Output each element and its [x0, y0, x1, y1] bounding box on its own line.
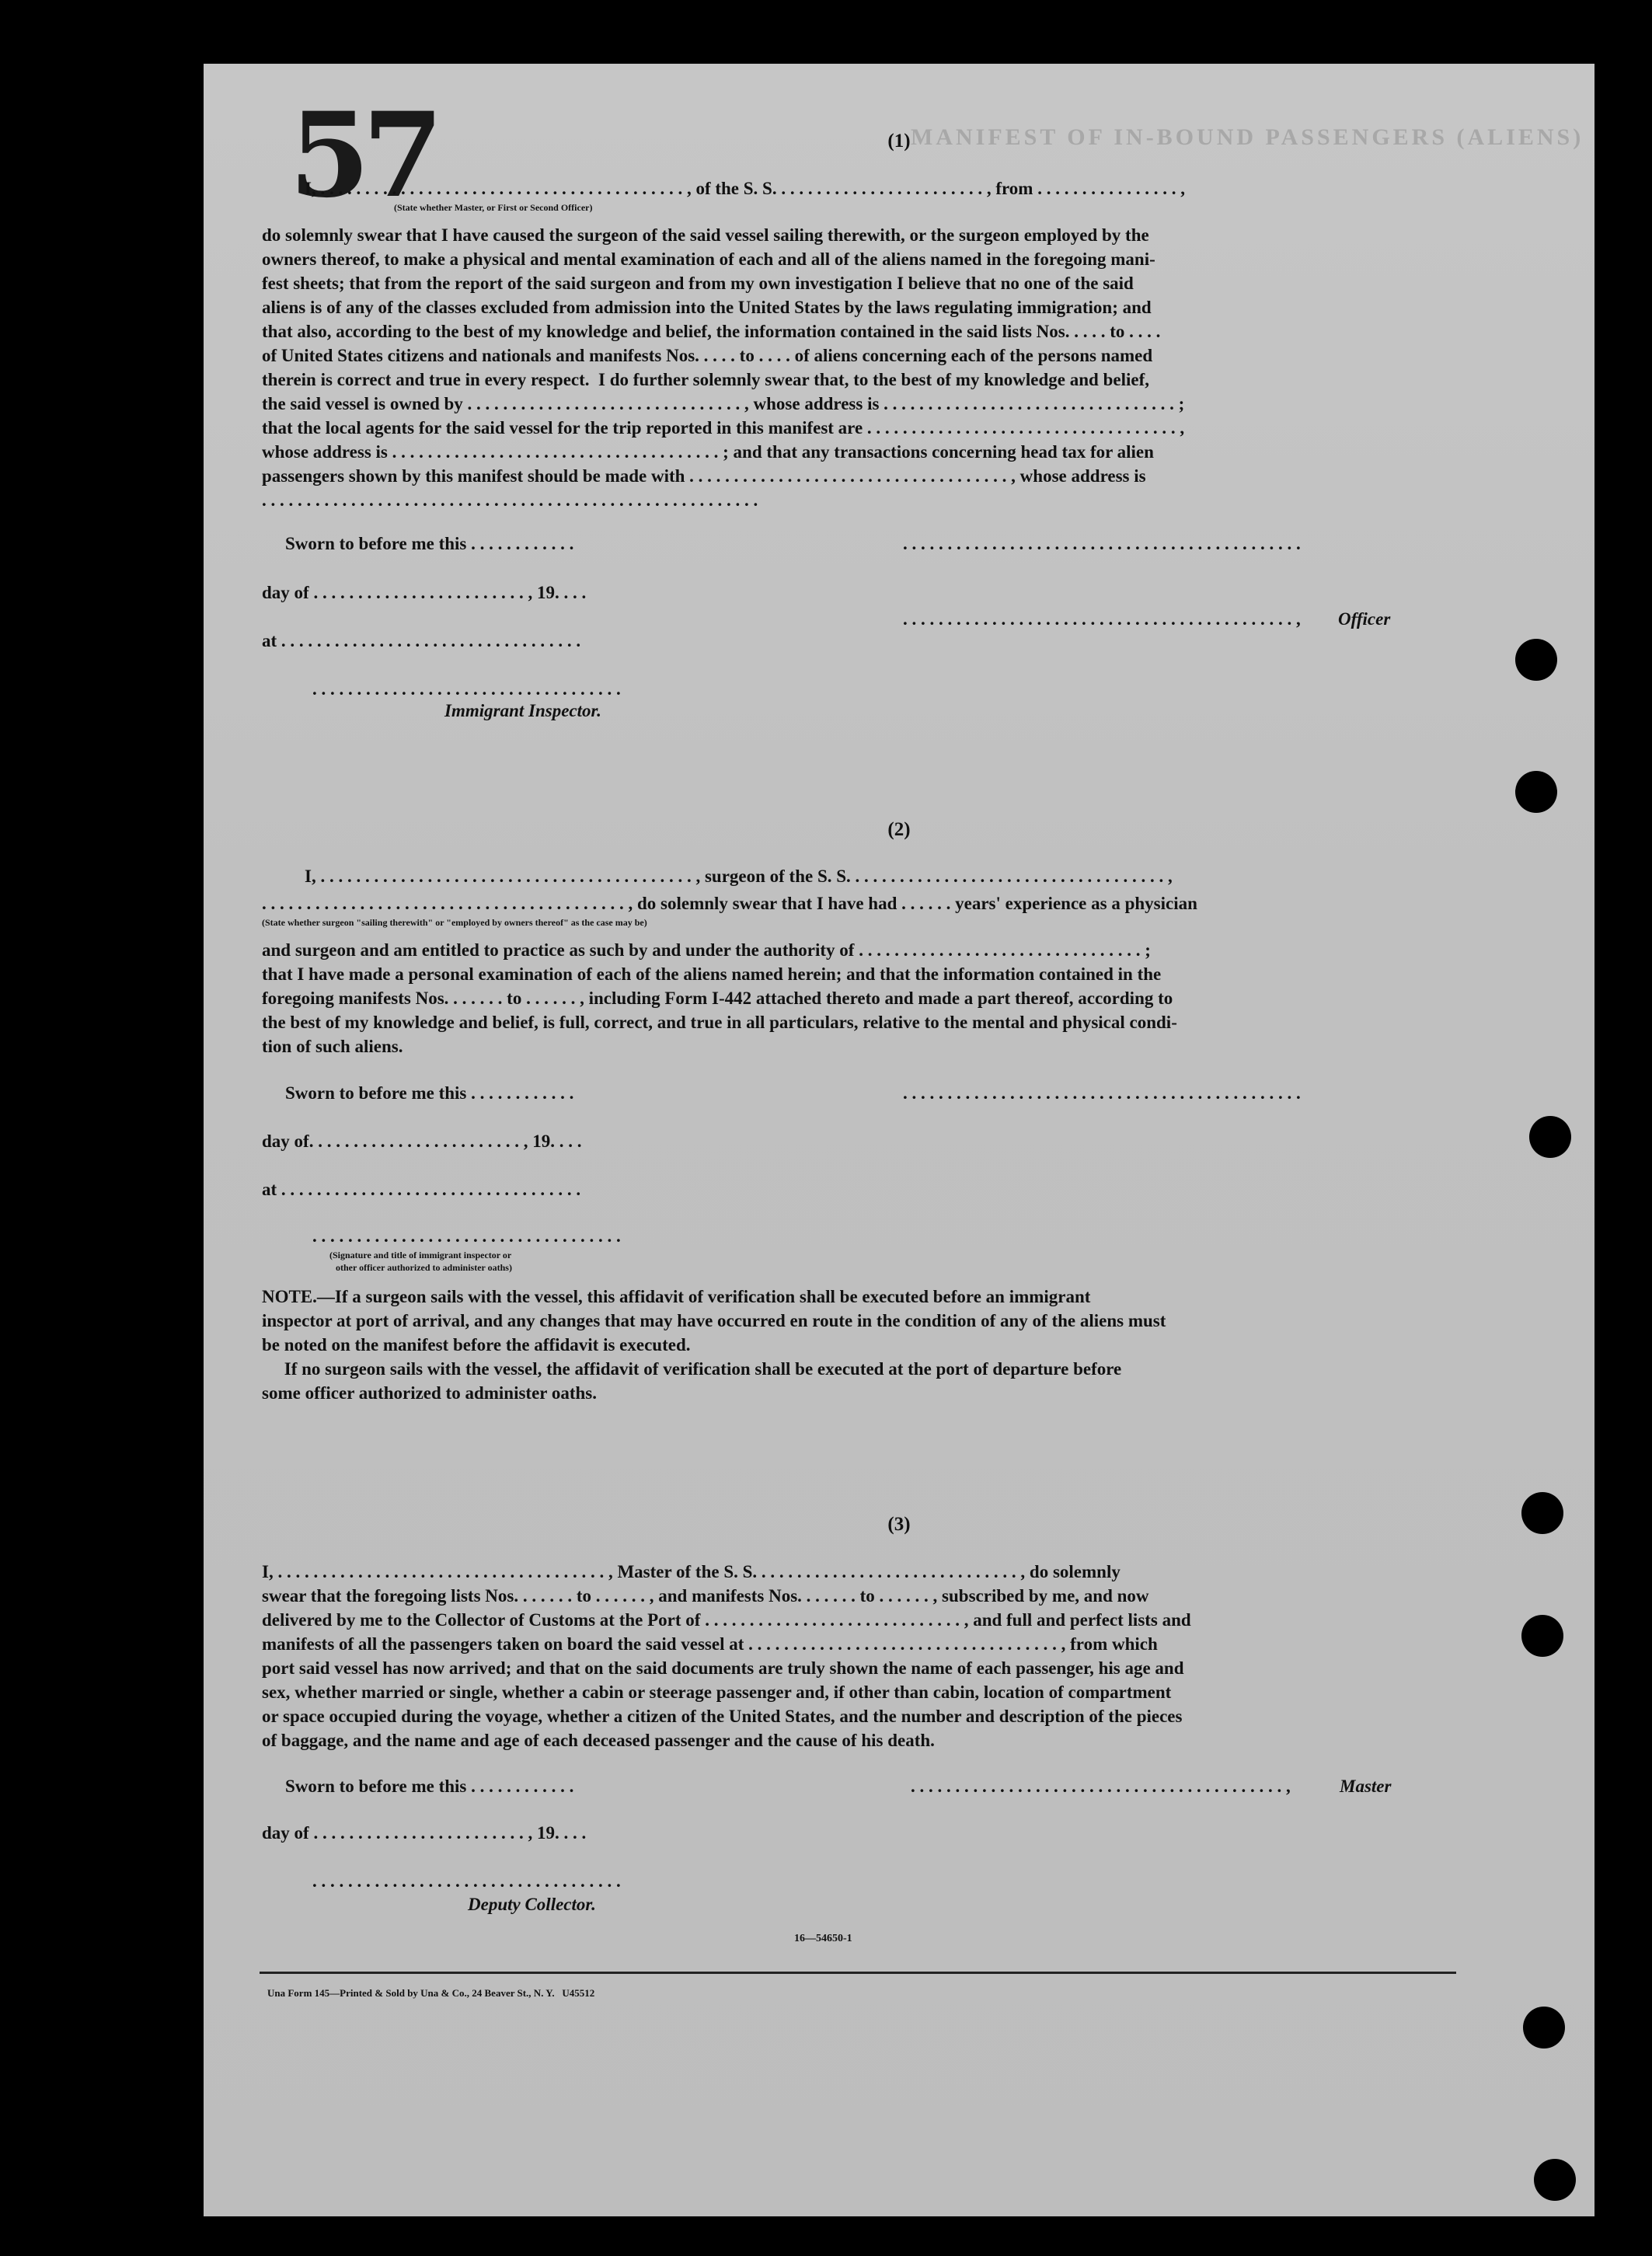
section2-note-line: If no surgeon sails with the vessel, the affidavit of verification shall be executed at the port of departure before [262, 1359, 1122, 1379]
section3-master-label: Master [1340, 1777, 1392, 1796]
punch-hole [1529, 1116, 1571, 1158]
section1-body-line: do solemnly swear that I have caused the surgeon of the said vessel sailing therewith, or the surgeon employed by the [262, 225, 1149, 245]
section1-body-line: fest sheets; that from the report of the said surgeon and from my own investigation I believe that no one of the said [262, 274, 1134, 293]
section2-body-line: foregoing manifests Nos. . . . . . . to . . . . . . , including Form I-442 attached thereto and made a part thereof, according to [262, 989, 1173, 1008]
section2-note-line: NOTE.—If a surgeon sails with the vessel, this affidavit of verification shall be executed before an immigrant [262, 1287, 1091, 1306]
section1-sworn: Sworn to before me this . . . . . . . . . . . . [285, 534, 574, 553]
section2-at: at . . . . . . . . . . . . . . . . . . . . . . . . . . . . . . . . . . [262, 1180, 581, 1199]
section3-body-line: sex, whether married or single, whether a cabin or steerage passenger and, if other than cabin, location of compartment [262, 1682, 1172, 1702]
section2-body-line: tion of such aliens. [262, 1037, 403, 1056]
section2-day: day of. . . . . . . . . . . . . . . . . . . . . . . . , 19. . . . [262, 1131, 582, 1151]
section1-sworn-signature: . . . . . . . . . . . . . . . . . . . . . . . . . . . . . . . . . . . . . . . . . . . . . [903, 534, 1301, 553]
section2-note-line: be noted on the manifest before the affidavit is executed. [262, 1335, 691, 1355]
section1-body-line: that the local agents for the said vessel for the trip reported in this manifest are . . . . . . . . . . . . . . . . . . . . . . . . . . . . . . . . . . . , [262, 418, 1185, 438]
section2-signature-note1: (Signature and title of immigrant inspector or [329, 1250, 512, 1261]
section2-line2: . . . . . . . . . . . . . . . . . . . . . . . . . . . . . . . . . . . . . . . . . , do solemnly swear that I have had . . . . . . years' experience as a physician [262, 894, 1197, 913]
section1-line1: I, . . . . . . . . . . . . . . . . . . . . . . . . . . . . . . . . . . . . . . . . . , of the S. S. . . . . . . . . . . . . . . . . . . . . . . . , from . . . . . . . . . . . . . . . . , [305, 179, 1185, 198]
section3-body-line: I, . . . . . . . . . . . . . . . . . . . . . . . . . . . . . . . . . . . . . , Master of the S. S. . . . . . . . . . . . . . . . . . . . . . . . . . . . . . , do solemnly [262, 1562, 1121, 1581]
section1-body-line: whose address is . . . . . . . . . . . . . . . . . . . . . . . . . . . . . . . . . . . . . ; and that any transactions concerning head tax for alien [262, 442, 1154, 462]
punch-hole [1521, 1492, 1563, 1534]
section2-signature-dots: . . . . . . . . . . . . . . . . . . . . . . . . . . . . . . . . . . . [312, 1226, 621, 1246]
stamp-number: 57 [289, 87, 436, 224]
section2-signature-note2: other officer authorized to administer oaths) [336, 1262, 512, 1273]
form-page [204, 64, 1594, 2216]
section2-note-line: some officer authorized to administer oaths. [262, 1383, 597, 1403]
section3-sworn: Sworn to before me this . . . . . . . . . . . . [285, 1777, 574, 1796]
section1-body-line: of United States citizens and nationals and manifests Nos. . . . . to . . . . of aliens concerning each of the persons named [262, 346, 1153, 365]
section3-day: day of . . . . . . . . . . . . . . . . . . . . . . . . , 19. . . . [262, 1823, 587, 1843]
footer-printer: Una Form 145—Printed & Sold by Una & Co., 24 Beaver St., N. Y. U45512 [267, 1987, 595, 1999]
footer-rule [260, 1972, 1456, 1974]
section2-body-line: the best of my knowledge and belief, is full, correct, and true in all particulars, relative to the mental and physical condi- [262, 1013, 1177, 1032]
section2-body-line: and surgeon and am entitled to practice as such by and under the authority of . . . . . . . . . . . . . . . . . . . . . . . . . . . . . . . . ; [262, 940, 1151, 960]
punch-hole [1515, 771, 1557, 813]
section1-body-line: the said vessel is owned by . . . . . . . . . . . . . . . . . . . . . . . . . . . . . . . , whose address is . . . . . . . . . . . . . . . . . . . . . . . . . . . . . . . . . ; [262, 394, 1185, 413]
section1-body-line: . . . . . . . . . . . . . . . . . . . . . . . . . . . . . . . . . . . . . . . . . . . . . . . . . . . . . . . . [262, 490, 758, 510]
section1-body-line: therein is correct and true in every respect. I do further solemnly swear that, to the best of my knowledge and belief, [262, 370, 1149, 389]
section3-number: (3) [887, 1514, 911, 1535]
punch-hole [1534, 2159, 1576, 2201]
section3-body-line: manifests of all the passengers taken on board the said vessel at . . . . . . . . . . . . . . . . . . . . . . . . . . . . . . . . . . . , from which [262, 1634, 1158, 1654]
section1-number: (1) [887, 131, 911, 152]
section1-inspector-dots: . . . . . . . . . . . . . . . . . . . . . . . . . . . . . . . . . . . [312, 679, 621, 699]
section1-body-line: that also, according to the best of my knowledge and belief, the information contained in the said lists Nos. . . . . to . . . . [262, 322, 1161, 341]
section2-line2-note: (State whether surgeon "sailing therewith" or "employed by owners thereof" as the case may be) [262, 917, 647, 928]
section2-number: (2) [887, 819, 911, 840]
section1-line1-note: (State whether Master, or First or Second Officer) [394, 202, 593, 213]
section1-body-line: passengers shown by this manifest should be made with . . . . . . . . . . . . . . . . . . . . . . . . . . . . . . . . . . . . , whose address is [262, 466, 1146, 486]
ghost-header: MANIFEST OF IN-BOUND PASSENGERS (ALIENS) [911, 124, 1584, 150]
section1-body-line: owners thereof, to make a physical and mental examination of each and all of the aliens named in the foregoing mani- [262, 249, 1155, 269]
section3-body-line: port said vessel has now arrived; and that on the said documents are truly shown the name of each passenger, his age and [262, 1658, 1184, 1678]
section1-at: at . . . . . . . . . . . . . . . . . . . . . . . . . . . . . . . . . . [262, 631, 581, 650]
section1-inspector-label: Immigrant Inspector. [444, 701, 601, 720]
punch-hole [1523, 2007, 1565, 2049]
section2-note-line: inspector at port of arrival, and any changes that may have occurred en route in the condition of any of the aliens must [262, 1311, 1166, 1330]
section2-line1: I, . . . . . . . . . . . . . . . . . . . . . . . . . . . . . . . . . . . . . . . . . . , surgeon of the S. S. . . . . . . . . . . . . . . . . . . . . . . . . . . . . . . . . . . . , [305, 866, 1173, 886]
section3-collector-label: Deputy Collector. [468, 1895, 596, 1914]
form-code: 16—54650-1 [794, 1933, 852, 1944]
punch-hole [1515, 639, 1557, 681]
section1-body-line: aliens is of any of the classes excluded from admission into the United States by the laws regulating immigration; and [262, 298, 1152, 317]
section3-body-line: of baggage, and the name and age of each deceased passenger and the cause of his death. [262, 1731, 935, 1750]
section3-collector-dots: . . . . . . . . . . . . . . . . . . . . . . . . . . . . . . . . . . . [312, 1871, 621, 1891]
section2-body-line: that I have made a personal examination of each of the aliens named herein; and that the information contained in the [262, 964, 1162, 984]
section2-sworn: Sworn to before me this . . . . . . . . . . . . [285, 1083, 574, 1103]
section1-day: day of . . . . . . . . . . . . . . . . . . . . . . . . , 19. . . . [262, 583, 587, 602]
section1-officer-line: . . . . . . . . . . . . . . . . . . . . . . . . . . . . . . . . . . . . . . . . . . . . , [903, 609, 1301, 629]
section3-body-line: swear that the foregoing lists Nos. . . . . . . to . . . . . . , and manifests Nos. . . . . . . to . . . . . . , subscribed by me, and now [262, 1586, 1149, 1606]
section1-officer-label: Officer [1338, 609, 1391, 629]
section3-master-line: . . . . . . . . . . . . . . . . . . . . . . . . . . . . . . . . . . . . . . . . . . , [911, 1777, 1291, 1796]
section2-sworn-signature: . . . . . . . . . . . . . . . . . . . . . . . . . . . . . . . . . . . . . . . . . . . . . [903, 1083, 1301, 1103]
punch-hole [1521, 1615, 1563, 1657]
section3-body-line: or space occupied during the voyage, whether a citizen of the United States, and the number and description of the pieces [262, 1707, 1183, 1726]
section3-body-line: delivered by me to the Collector of Customs at the Port of . . . . . . . . . . . . . . . . . . . . . . . . . . . . . , and full and perfect lists and [262, 1610, 1191, 1630]
